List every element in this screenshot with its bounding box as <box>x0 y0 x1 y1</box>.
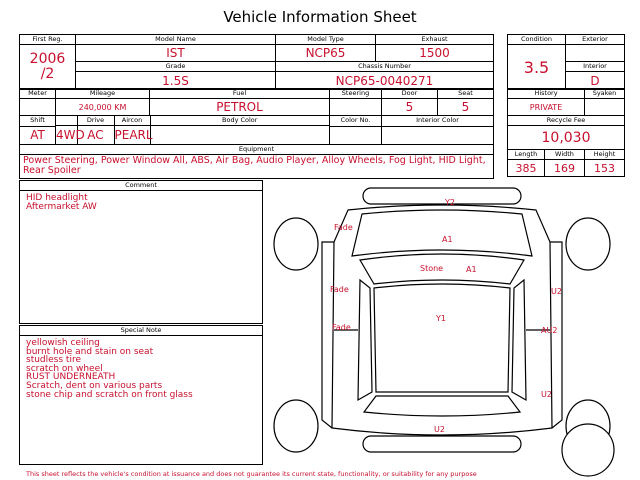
first-reg-label: First Reg. <box>20 35 76 45</box>
body-color-label: Body Color <box>150 116 329 126</box>
color-no-label: Color No. <box>330 116 382 127</box>
steering-value <box>330 99 382 116</box>
aircon-label: Aircon <box>114 116 150 126</box>
first-reg-value <box>20 45 76 90</box>
interior-color-label: Interior Color <box>382 116 494 127</box>
vehicle-info-table-mid <box>19 88 494 179</box>
recycle-fee-value: 10,030 <box>508 126 625 150</box>
equipment-value: Power Steering, Power Window All, ABS, Air Bag, Audio Player, Alloy Wheels, Fog Light, HID Light, Rear Spoiler <box>23 155 486 176</box>
drive-label: Drive <box>77 116 114 126</box>
special-note-line: stone chip and scratch on front glass <box>26 389 193 400</box>
syaken-value <box>585 99 625 116</box>
height-label: Height <box>585 150 625 160</box>
shift-value: AT <box>20 126 56 145</box>
chassis-number-value: NCP65-0040271 <box>276 72 494 90</box>
interior-color-value <box>382 126 494 145</box>
damage-stone: Stone <box>420 264 444 273</box>
length-value: 385 <box>508 160 545 177</box>
exhaust-value: 1500 <box>376 45 494 62</box>
interior-value: D <box>566 72 625 90</box>
seat-value: 5 <box>438 99 494 116</box>
chassis-number-label: Chassis Number <box>276 62 494 72</box>
damage-a1-glass: A1 <box>466 265 477 274</box>
shift-label: Shift <box>20 116 56 127</box>
special-note-line: burnt hole and stain on seat <box>26 346 154 357</box>
front-left-wheel <box>274 218 318 270</box>
meter-value <box>20 99 56 116</box>
equipment-label: Equipment <box>20 145 494 155</box>
steering-label: Steering <box>330 89 382 99</box>
exterior-value <box>566 45 625 62</box>
comment-label: Comment <box>20 181 262 191</box>
comment-line: HID headlight <box>26 193 88 203</box>
comment-line: Aftermarket AW <box>26 201 97 212</box>
damage-u2-rear: U2 <box>434 425 445 434</box>
right-window <box>512 280 526 400</box>
spare-tire <box>562 424 614 476</box>
fuel-value: PETROL <box>150 99 330 116</box>
mileage-label: Mileage <box>56 89 150 99</box>
special-note-label: Special Note <box>20 326 262 336</box>
height-value: 153 <box>585 160 625 177</box>
condition-value: 3.5 <box>508 45 566 90</box>
left-window <box>358 280 372 400</box>
car-damage-diagram <box>270 180 620 470</box>
front-bumper <box>363 188 521 204</box>
first-reg-year: 2006 <box>29 51 66 67</box>
color-no-value <box>330 126 382 145</box>
model-type-value: NCP65 <box>276 45 376 62</box>
damage-y1: Y1 <box>436 314 446 323</box>
damage-u2-right-1: U2 <box>551 287 562 296</box>
special-note-line: RUST UNDERNEATH <box>26 372 116 383</box>
exterior-label: Exterior <box>566 35 625 45</box>
grade-label: Grade <box>76 62 276 72</box>
model-name-label: Model Name <box>76 35 276 45</box>
damage-y2: Y2 <box>445 198 455 207</box>
special-note-line: scratch on wheel <box>26 363 103 374</box>
special-note-line: yellowish ceiling <box>26 338 100 348</box>
mileage-value: 240,000 KM <box>56 99 150 116</box>
condition-label: Condition <box>508 35 566 45</box>
width-value: 169 <box>545 160 585 177</box>
history-table <box>507 88 625 177</box>
history-value: PRIVATE <box>508 99 585 116</box>
rear-left-wheel <box>274 400 318 452</box>
length-label: Length <box>508 150 545 160</box>
comment-lines <box>20 191 262 211</box>
exhaust-label: Exhaust <box>376 35 494 45</box>
model-type-label: Model Type <box>276 35 376 45</box>
syaken-label: Syaken <box>585 89 625 99</box>
aircon-value: AC <box>77 126 114 144</box>
first-reg-month: /2 <box>40 66 55 82</box>
damage-fade-front: Fade <box>334 223 353 232</box>
damage-fade-left-1: Fade <box>330 285 349 294</box>
front-right-wheel <box>566 218 610 270</box>
special-note-lines <box>20 336 262 399</box>
fuel-label: Fuel <box>150 89 330 99</box>
vehicle-info-table-top <box>19 34 494 90</box>
roof <box>374 284 510 392</box>
disclaimer-footer: This sheet reflects the vehicle's condition at issuance and does not guarantee its current state, functionality, or suitability for any purpose <box>26 470 477 478</box>
model-name-value: IST <box>76 45 276 62</box>
damage-fade-left-2: Fade <box>332 323 351 332</box>
damage-u2-right-2: U2 <box>541 390 552 399</box>
rear-bumper <box>363 436 521 452</box>
drive-value: 4WD <box>56 128 85 142</box>
door-value: 5 <box>382 99 438 116</box>
grade-value: 1.5S <box>76 72 276 90</box>
recycle-fee-label: Recycle Fee <box>508 116 625 126</box>
width-label: Width <box>545 150 585 160</box>
rear-glass <box>364 396 520 416</box>
condition-table <box>507 34 625 90</box>
comment-box <box>19 180 263 324</box>
damage-a1-hood: A1 <box>442 235 453 244</box>
meter-label: Meter <box>20 89 56 99</box>
body-color-value: PEARL <box>114 128 153 142</box>
seat-label: Seat <box>438 89 494 99</box>
special-note-box <box>19 325 263 465</box>
door-label: Door <box>382 89 438 99</box>
history-label: History <box>508 89 585 99</box>
special-note-line: Scratch, dent on various parts <box>26 380 163 391</box>
special-note-line: studless tire <box>26 355 81 366</box>
hood <box>352 210 532 256</box>
interior-label: Interior <box>566 62 625 72</box>
damage-au2: AU2 <box>541 326 558 335</box>
page-title: Vehicle Information Sheet <box>223 8 417 26</box>
